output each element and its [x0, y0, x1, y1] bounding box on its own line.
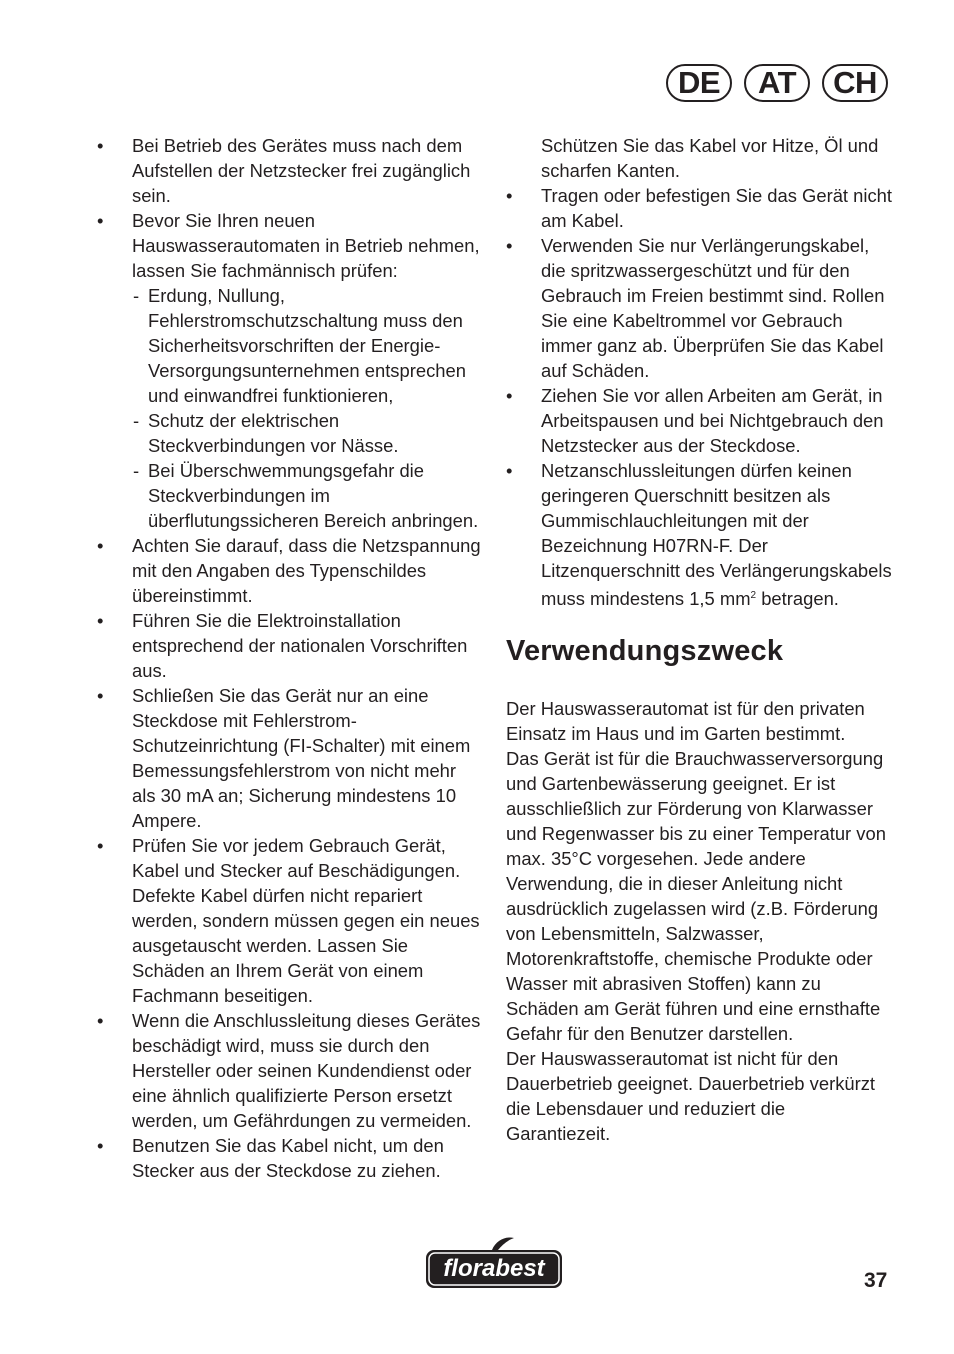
superscript: 2	[750, 590, 757, 601]
left-column	[97, 133, 482, 1183]
paragraph: Das Gerät ist für die Brauchwasserversorgung und Gartenbewässerung geeignet. Er ist ausschließlich zur Förderung von Klarwasser und Regenwasser bis zu einer Temperatur von max. 35°C vorgesehen. Jede andere Verwendung, die in dieser Anleitung nicht ausdrücklich zugelassen wird (z.B. Förderung von Lebensmitteln, Salzwasser, Motorenkraftstoffe, chemische Produkte oder Wasser mit abrasiven Stoffen) kann zu Schäden am Gerät führen und eine ernsthafte Gefahr für den Benutzer darstellen.	[506, 748, 886, 1045]
list-item: • Schließen Sie das Gerät nur an eine Steckdose mit Fehlerstrom-Schutzeinrichtung (FI-Schalter) mit einem Bemessungsfehlerstrom von nicht mehr als 30 mA an; Sicherung mindestens 10 Ampere.	[97, 683, 482, 833]
florabest-logo	[424, 1236, 564, 1292]
paragraph: Der Hauswasserautomat ist für den privaten Einsatz im Haus und im Garten bestimmt.	[506, 698, 865, 745]
section-title: Verwendungszweck	[506, 635, 784, 668]
list-item: • Tragen oder befestigen Sie das Gerät nicht am Kabel.	[506, 183, 892, 233]
safety-list-right	[506, 183, 892, 611]
continued-text: Schützen Sie das Kabel vor Hitze, Öl und scharfen Kanten.	[541, 135, 879, 181]
leaf-icon	[492, 1238, 514, 1251]
list-item-text: Bevor Sie Ihren neuen Hauswasserautomaten in Betrieb nehmen, lassen Sie fachmännisch prüfen:	[132, 210, 480, 281]
list-item-text-end: betragen.	[756, 588, 839, 610]
badge-de: DE	[666, 64, 732, 102]
list-item: • Ziehen Sie vor allen Arbeiten am Gerät, in Arbeitspausen und bei Nichtgebrauch den Netzstecker aus der Steckdose.	[506, 383, 892, 458]
sub-list-item: - Schutz der elektrischen Steckverbindungen vor Nässe.	[132, 408, 482, 458]
list-item: • Bei Betrieb des Gerätes muss nach dem Aufstellen der Netzstecker frei zugänglich sein.	[97, 133, 482, 208]
badge-at: AT	[744, 64, 810, 102]
country-badges	[666, 64, 888, 102]
paragraph: Der Hauswasserautomat ist nicht für den Dauerbetrieb geeignet. Dauerbetrieb verkürzt die Lebensdauer und reduziert die Garantiezeit.	[506, 1048, 876, 1145]
right-column	[506, 133, 892, 1146]
list-item: • Benutzen Sie das Kabel nicht, um den Stecker aus der Steckdose zu ziehen.	[97, 1133, 482, 1183]
list-item	[97, 208, 482, 533]
sub-list	[132, 283, 482, 533]
list-item	[506, 458, 892, 611]
safety-list-left	[97, 133, 482, 1183]
list-item: • Achten Sie darauf, dass die Netzspannung mit den Angaben des Typenschildes übereinstimmt.	[97, 533, 482, 608]
page-number: 37	[864, 1269, 888, 1292]
sub-list-item: - Bei Überschwemmungsgefahr die Steckverbindungen im überflutungssicheren Bereich anbringen.	[132, 458, 482, 533]
list-item: • Wenn die Anschlussleitung dieses Gerätes beschädigt wird, muss sie durch den Hersteller oder seinen Kundendienst oder eine ähnlich qualifizierte Person ersetzt werden, um Gefährdungen zu vermeiden.	[97, 1008, 482, 1133]
sub-list-item: - Erdung, Nullung, Fehlerstromschutzschaltung muss den Sicherheitsvorschriften der Energie-Versorgungsunternehmen entsprechen und einwandfrei funktionieren,	[132, 283, 482, 408]
list-item: • Führen Sie die Elektroinstallation entsprechend der nationalen Vorschriften aus.	[97, 608, 482, 683]
list-item-text: Netzanschlussleitungen dürfen keinen geringeren Querschnitt besitzen als Gummischlauchleitungen mit der Bezeichnung H07RN-F. Der Litzenquerschnitt des Verlängerungskabels muss mindestens 1,5 mm	[541, 460, 892, 610]
logo-text: florabest	[443, 1255, 545, 1282]
list-item: • Prüfen Sie vor jedem Gebrauch Gerät, Kabel und Stecker auf Beschädigungen. Defekte Kabel dürfen nicht repariert werden, sondern müssen gegen ein neues ausgetauscht werden. Lassen Sie Schäden an Ihrem Gerät von einem Fachmann beseitigen.	[97, 833, 482, 1008]
list-item: • Verwenden Sie nur Verlängerungskabel, die spritzwassergeschützt und für den Gebrauch im Freien bestimmt sind. Rollen Sie eine Kabeltrommel vor Gebrauch immer ganz ab. Überprüfen Sie das Kabel auf Schäden.	[506, 233, 892, 383]
badge-ch: CH	[822, 64, 888, 102]
